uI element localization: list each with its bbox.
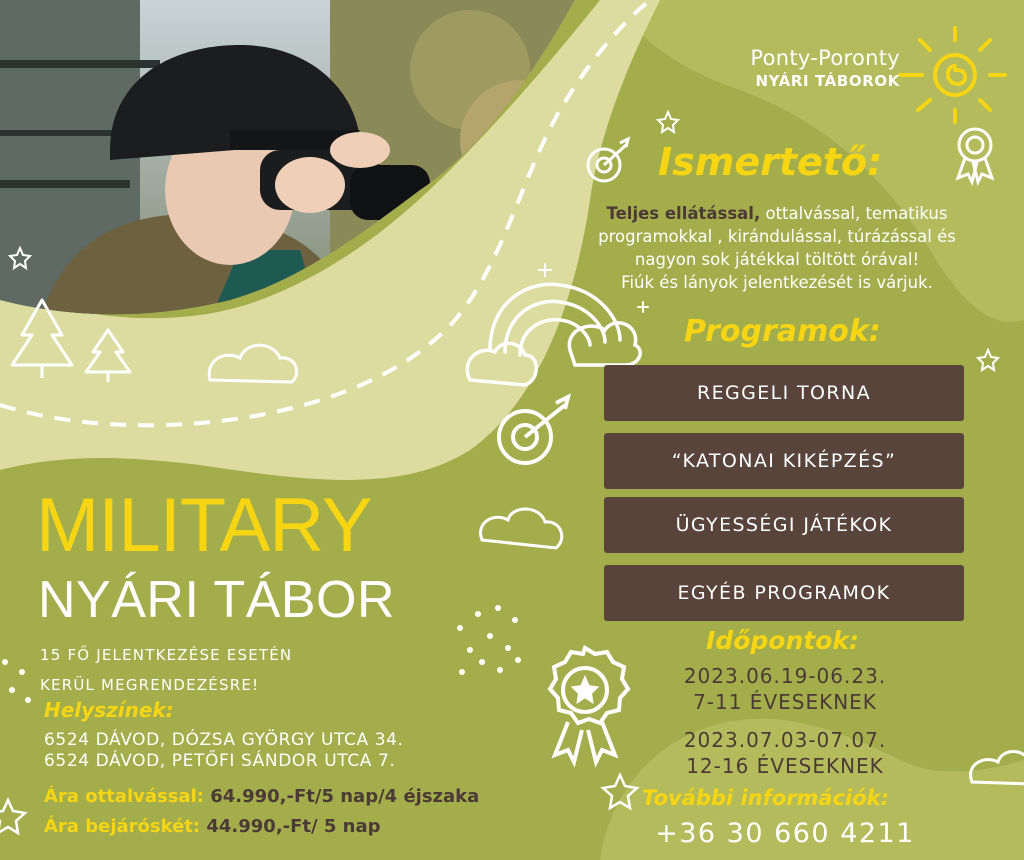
date-age: 7-11 ÉVESEKNEK xyxy=(693,690,877,714)
intro-line-2: programokkal , kirándulással, túrázással és xyxy=(598,227,956,246)
intro-bold-lead: Teljes ellátással, xyxy=(606,204,761,223)
tree-icon xyxy=(12,300,72,378)
star-icon xyxy=(603,775,637,808)
date-age: 12-16 ÉVESEKNEK xyxy=(686,754,884,778)
programs-heading: Programok: xyxy=(684,314,881,349)
locations-heading: Helyszínek: xyxy=(44,698,174,722)
cloud-icon xyxy=(481,509,562,548)
star-icon xyxy=(978,350,998,370)
program-skill-games[interactable]: ÜGYESSÉGI JÁTÉKOK xyxy=(604,497,964,553)
intro-line-1: ottalvással, tematikus xyxy=(760,204,948,223)
rosette-icon xyxy=(958,129,992,182)
cloud-icon xyxy=(971,752,1024,785)
star-icon xyxy=(0,800,25,833)
date-session-2 xyxy=(640,727,930,779)
sun-icon xyxy=(900,28,1005,122)
date-range: 2023.07.03-07.07. xyxy=(683,728,887,752)
intro-line-3: nagyon sok játékkal töltött órával! xyxy=(634,250,920,269)
star-icon xyxy=(658,112,678,132)
title-sub: NYÁRI TÁBOR xyxy=(38,571,396,629)
intro-heading: Ismertető: xyxy=(658,140,883,184)
price-label: Ára bejáróskét: xyxy=(44,816,201,837)
program-other[interactable]: EGYÉB PROGRAMOK xyxy=(604,565,964,621)
location-1: 6524 DÁVOD, DÓZSA GYÖRGY UTCA 34. xyxy=(44,730,404,750)
tree-icon xyxy=(86,330,130,382)
price-value: 44.990,-Ft/ 5 nap xyxy=(200,816,381,837)
contact-heading: További információk: xyxy=(642,786,890,810)
notice-line-1: 15 FŐ JELENTKEZÉSE ESETÉN xyxy=(40,646,293,664)
program-military-training[interactable]: “KATONAI KIKÉPZÉS” xyxy=(604,433,964,489)
date-range: 2023.06.19-06.23. xyxy=(683,664,887,688)
date-session-1 xyxy=(640,663,930,715)
price-overnight xyxy=(44,786,479,807)
dates-heading: Időpontok: xyxy=(706,626,859,655)
notice-line-2: KERÜL MEGRENDEZÉSRE! xyxy=(40,676,260,694)
brand-name: Ponty-Poronty xyxy=(750,46,900,70)
price-daily xyxy=(44,816,381,837)
target-icon xyxy=(499,397,568,463)
price-value: 64.990,-Ft/5 nap/4 éjszaka xyxy=(203,786,480,807)
title-main: MILITARY xyxy=(36,483,372,568)
intro-text xyxy=(560,202,994,294)
star-icon xyxy=(10,248,30,268)
cloud-icon xyxy=(209,345,296,382)
rosette-icon xyxy=(550,648,628,762)
brand-block xyxy=(690,46,900,90)
brand-subtitle: NYÁRI TÁBOROK xyxy=(755,72,900,90)
intro-line-4: Fiúk és lányok jelentkezését is várjuk. xyxy=(621,273,933,292)
price-label: Ára ottalvással: xyxy=(44,786,204,807)
target-icon xyxy=(588,139,628,181)
phone-number[interactable]: +36 30 660 4211 xyxy=(655,818,915,849)
program-morning-exercise[interactable]: REGGELI TORNA xyxy=(604,365,964,421)
location-2: 6524 DÁVOD, PETŐFI SÁNDOR UTCA 7. xyxy=(44,751,396,771)
